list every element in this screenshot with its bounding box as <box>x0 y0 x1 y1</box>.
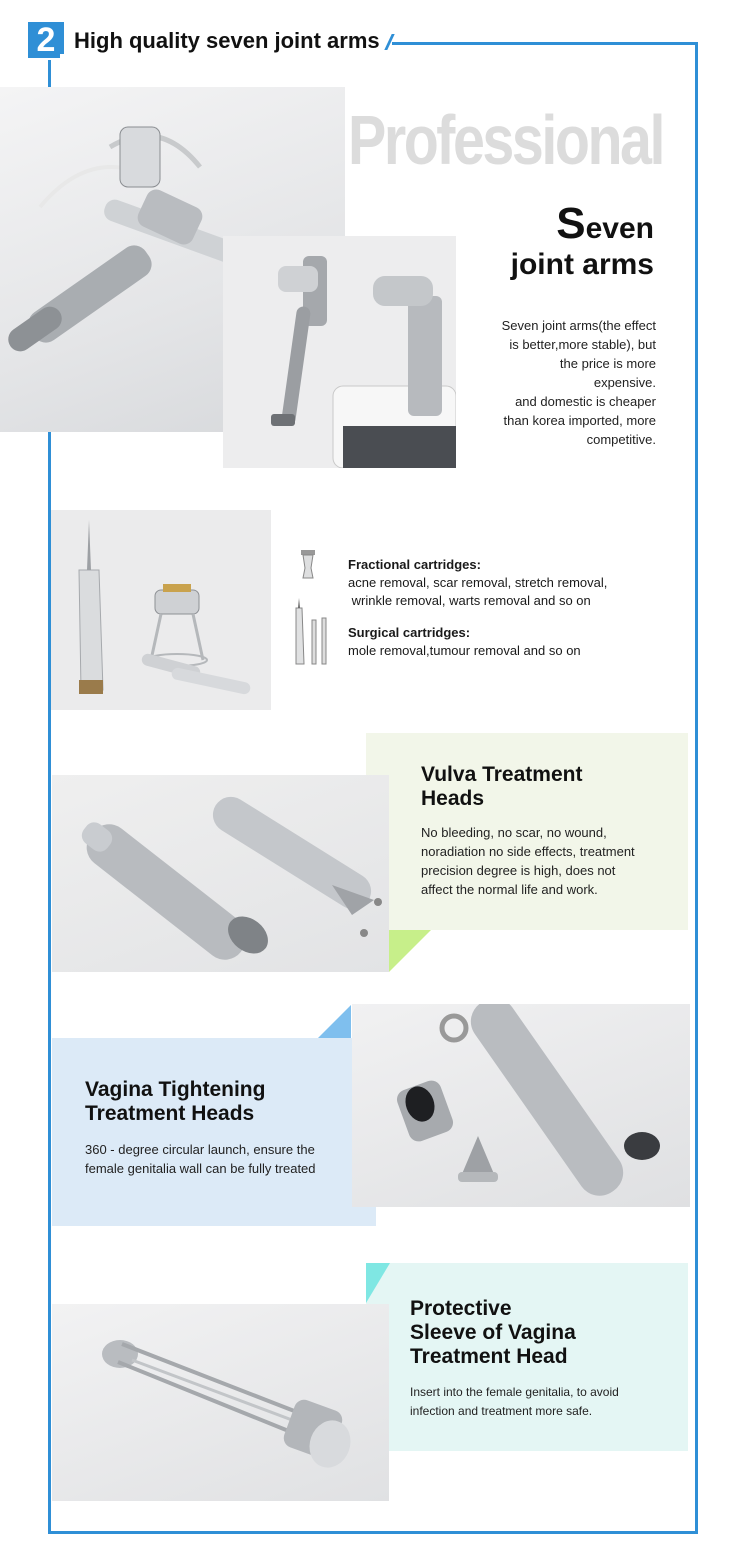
sleeve-title-line: Sleeve of Vagina <box>410 1321 576 1344</box>
section-number: 2 <box>28 22 64 58</box>
desc-line: and domestic is cheaper <box>515 394 656 409</box>
sleeve-title-line: Protective <box>410 1297 512 1320</box>
vulva-heads-illustration <box>52 775 389 972</box>
vulva-title-line: Vulva Treatment <box>421 763 583 786</box>
fractional-line: wrinkle removal, warts removal and so on <box>348 593 591 608</box>
frame-right-line <box>695 42 698 1534</box>
fractional-title: Fractional cartridges: <box>348 557 481 572</box>
seven-joint-arms-title <box>511 200 654 281</box>
seven-joint-arms-description <box>480 316 656 449</box>
arm-illustration <box>223 236 456 468</box>
cartridges-illustration <box>51 510 271 710</box>
vulva-desc-line: noradiation no side effects, treatment <box>421 844 635 859</box>
professional-watermark: Professional <box>348 101 663 179</box>
vulva-heads-photo <box>52 775 389 972</box>
cartridges-photo <box>51 510 271 710</box>
desc-line: is better,more stable), but <box>509 337 656 352</box>
surgical-line: mole removal,tumour removal and so on <box>348 643 581 658</box>
frame-bottom-line <box>48 1531 698 1534</box>
sleeve-illustration <box>52 1304 389 1501</box>
desc-line: Seven joint arms(the effect <box>501 318 656 333</box>
sleeve-desc-line: Insert into the female genitalia, to avoid <box>410 1385 619 1399</box>
vulva-title-line: Heads <box>421 787 485 810</box>
section-title: High quality seven joint arms <box>74 28 380 53</box>
vagina-desc-line: 360 - degree circular launch, ensure the <box>85 1142 315 1157</box>
desc-line: competitive. <box>586 432 656 447</box>
vagina-desc-line: female genitalia wall can be fully treated <box>85 1161 316 1176</box>
title-line-2: joint arms <box>510 248 654 282</box>
sleeve-photo <box>52 1304 389 1501</box>
surgical-cartridge-icon <box>292 598 332 668</box>
vagina-corner-triangle <box>318 1005 351 1038</box>
surgical-cartridges-text <box>348 624 581 660</box>
vulva-desc-line: affect the normal life and work. <box>421 882 598 897</box>
surgical-title: Surgical cartridges: <box>348 625 471 640</box>
title-cap-letter: S <box>556 199 586 248</box>
vulva-desc-line: precision degree is high, does not <box>421 863 616 878</box>
vagina-heads-photo <box>352 1004 690 1207</box>
vulva-corner-triangle <box>389 930 431 972</box>
sleeve-desc <box>410 1383 619 1421</box>
fractional-line: acne removal, scar removal, stretch removal, <box>348 575 608 590</box>
vagina-title-line: Vagina Tightening <box>85 1078 266 1101</box>
vulva-desc-line: No bleeding, no scar, no wound, <box>421 825 607 840</box>
vagina-title-line: Treatment Heads <box>85 1102 255 1125</box>
fractional-cartridges-text <box>348 556 607 610</box>
frame-top-line <box>392 42 698 45</box>
arm-photo <box>223 236 456 468</box>
sleeve-desc-line: infection and treatment more safe. <box>410 1404 593 1418</box>
desc-line: the price is more <box>559 356 656 371</box>
desc-line: expensive. <box>593 375 656 390</box>
sleeve-text <box>410 1297 619 1421</box>
desc-line: than korea imported, more <box>503 413 656 428</box>
vulva-desc <box>421 823 635 899</box>
sleeve-corner-triangle <box>366 1263 390 1303</box>
vulva-text <box>421 763 635 899</box>
vagina-desc <box>85 1140 316 1178</box>
vagina-text <box>85 1078 316 1178</box>
title-rest: even <box>585 212 654 245</box>
sleeve-title-line: Treatment Head <box>410 1345 568 1368</box>
vagina-heads-illustration <box>352 1004 690 1207</box>
fractional-cartridge-icon <box>297 548 319 582</box>
